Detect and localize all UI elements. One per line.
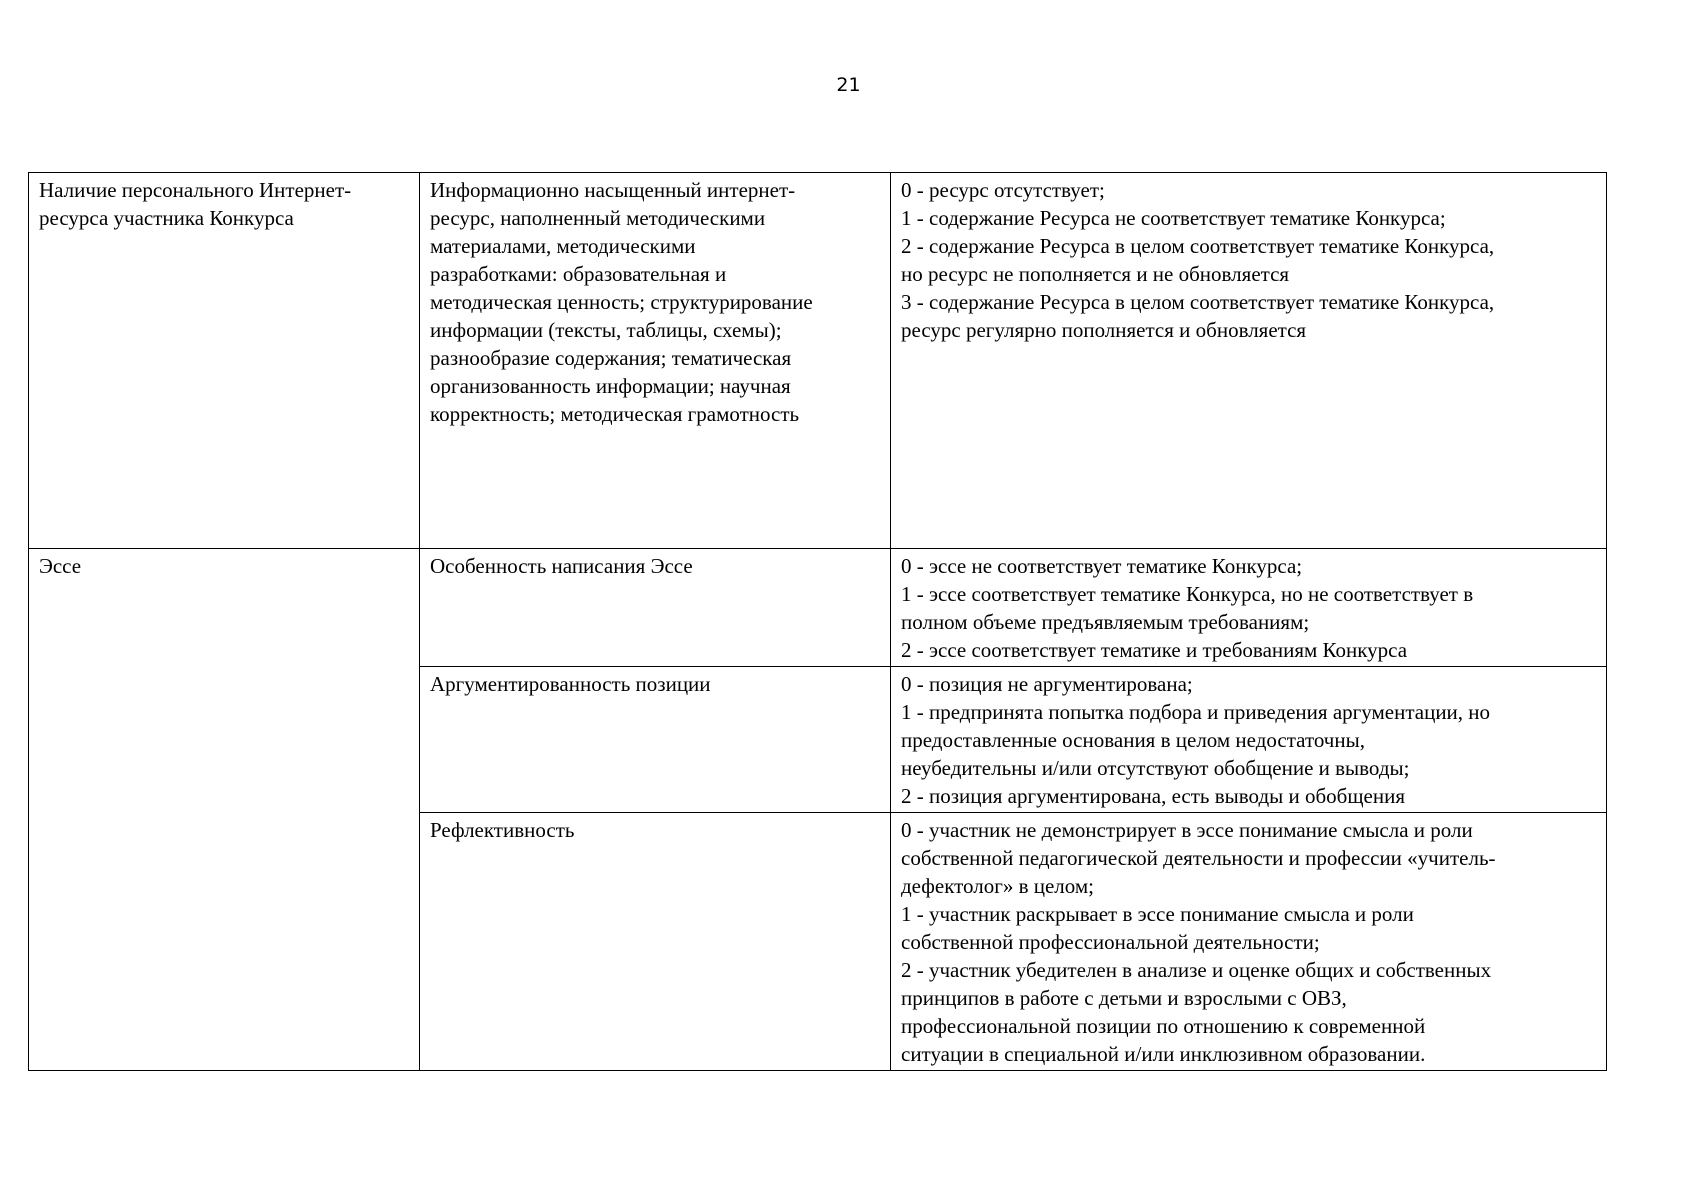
scores-cell [891, 549, 1607, 667]
score-line: неубедительны и/или отсутствуют обобщение и выводы; [901, 756, 1410, 780]
score-line: но ресурс не пополняется и не обновляется [901, 262, 1290, 286]
score-line: дефектолог» в целом; [901, 874, 1095, 898]
score-line: 0 - ресурс отсутствует; [901, 178, 1105, 202]
score-line: принципов в работе с детьми и взрослыми с ОВЗ, [901, 986, 1347, 1010]
score-line: 0 - позиция не аргументирована; [901, 672, 1193, 696]
score-line: 2 - участник убедителен в анализе и оценке общих и собственных [901, 958, 1492, 982]
score-line: 2 - эссе соответствует тематике и требованиям Конкурса [901, 638, 1408, 662]
indicator-line: Рефлективность [430, 818, 575, 842]
score-line: 0 - эссе не соответствует тематике Конкурса; [901, 554, 1303, 578]
indicator-line: Информационно насыщенный интернет- [430, 178, 796, 202]
score-line: 1 - содержание Ресурса не соответствует тематике Конкурса; [901, 206, 1446, 230]
score-line: собственной педагогической деятельности и профессии «учитель- [901, 846, 1496, 870]
indicator-line: Особенность написания Эссе [430, 554, 693, 578]
score-line: полном объеме предъявляемым требованиям; [901, 610, 1310, 634]
score-line: ситуации в специальной и/или инклюзивном образовании. [901, 1042, 1426, 1066]
page-number: 21 [836, 74, 861, 96]
indicator-line: методическая ценность; структурирование [430, 290, 813, 314]
criterion-cell [29, 173, 420, 549]
criterion-cell [29, 549, 420, 1071]
score-line: 2 - содержание Ресурса в целом соответствует тематике Конкурса, [901, 234, 1495, 258]
score-line: 2 - позиция аргументирована, есть выводы и обобщения [901, 784, 1405, 808]
indicator-line: материалами, методическими [430, 234, 696, 258]
indicator-line: Аргументированность позиции [430, 672, 711, 696]
criterion-line: ресурса участника Конкурса [39, 206, 294, 230]
indicator-cell [420, 549, 891, 667]
indicator-line: ресурс, наполненный методическими [430, 206, 766, 230]
score-line: 1 - участник раскрывает в эссе понимание смысла и роли [901, 902, 1414, 926]
criterion-line: Эссе [39, 554, 82, 578]
scores-cell [891, 813, 1607, 1071]
criteria-table [28, 172, 1607, 1071]
score-line: 3 - содержание Ресурса в целом соответствует тематике Конкурса, [901, 290, 1495, 314]
score-line: профессиональной позиции по отношению к современной [901, 1014, 1426, 1038]
score-line: 1 - предпринята попытка подбора и приведения аргументации, но [901, 700, 1491, 724]
score-line: 1 - эссе соответствует тематике Конкурса, но не соответствует в [901, 582, 1474, 606]
indicator-line: разработками: образовательная и [430, 262, 727, 286]
score-line: 0 - участник не демонстрирует в эссе понимание смысла и роли [901, 818, 1473, 842]
indicator-cell [420, 813, 891, 1071]
table-row [29, 549, 1607, 667]
score-line: ресурс регулярно пополняется и обновляется [901, 318, 1307, 342]
criterion-line: Наличие персонального Интернет- [39, 178, 352, 202]
indicator-line: информации (тексты, таблицы, схемы); [430, 318, 782, 342]
indicator-cell [420, 173, 891, 549]
score-line: предоставленные основания в целом недостаточны, [901, 728, 1365, 752]
scores-cell [891, 173, 1607, 549]
score-line: собственной профессиональной деятельности; [901, 930, 1320, 954]
indicator-line: организованность информации; научная [430, 374, 791, 398]
scores-cell [891, 667, 1607, 813]
indicator-line: корректность; методическая грамотность [430, 402, 800, 426]
table-row [29, 173, 1607, 549]
indicator-cell [420, 667, 891, 813]
indicator-line: разнообразие содержания; тематическая [430, 346, 792, 370]
